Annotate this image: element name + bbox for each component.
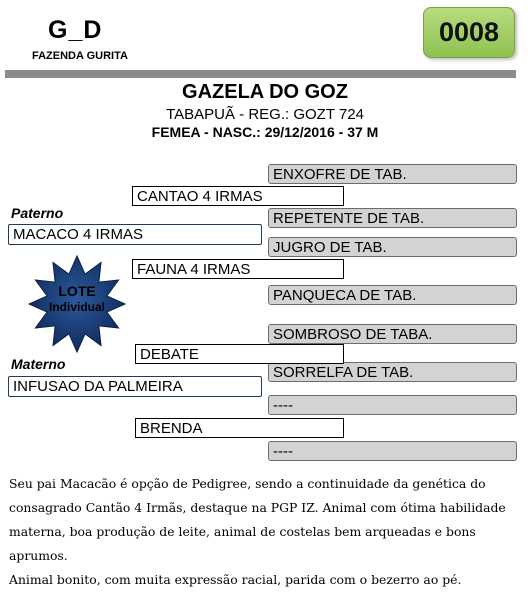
- paternal-label: Paterno: [11, 205, 64, 221]
- maternal-granddam: BRENDA: [135, 418, 344, 438]
- animal-sex-birth: FEMEA - NASC.: 29/12/2016 - 37 M: [151, 124, 379, 140]
- animal-description: [9, 472, 524, 592]
- great-grandparent-7: ----: [268, 395, 517, 415]
- great-grandparent-1: ENXOFRE DE TAB.: [268, 164, 517, 184]
- great-grandparent-5: SOMBROSO DE TABA.: [268, 324, 517, 344]
- great-grandparent-4: PANQUECA DE TAB.: [268, 285, 517, 305]
- lot-star-line1: LOTE: [58, 283, 96, 299]
- animal-name: GAZELA DO GOZ: [182, 81, 348, 103]
- header-divider: [5, 70, 516, 78]
- paternal-granddam: FAUNA 4 IRMAS: [132, 259, 344, 279]
- great-grandparent-6: SORRELFA DE TAB.: [268, 362, 517, 382]
- description-line: consagrado Cantão 4 Irmãs, destaque na PGP IZ. Animal com ótima habilidade: [9, 500, 506, 515]
- sire-name: MACACO 4 IRMAS: [8, 224, 262, 245]
- brand-code: G_D: [48, 16, 103, 44]
- great-grandparent-3: JUGRO DE TAB.: [268, 237, 517, 257]
- dam-name: INFUSAO DA PALMEIRA: [8, 376, 262, 397]
- description-line: materna, boa produção de leite, animal de costelas bem arqueadas e bons aprumos.: [9, 524, 476, 563]
- lot-number-badge: 0008: [423, 7, 515, 58]
- description-line: Seu pai Macacão é opção de Pedigree, sendo a continuidade da genética do: [9, 476, 486, 491]
- great-grandparent-2: REPETENTE DE TAB.: [268, 208, 517, 228]
- great-grandparent-8: ----: [268, 441, 517, 461]
- paternal-grandsire: CANTAO 4 IRMAS: [132, 186, 344, 206]
- farm-name: FAZENDA GURITA: [32, 50, 128, 62]
- maternal-label: Materno: [11, 356, 66, 372]
- maternal-grandsire: DEBATE: [135, 344, 344, 364]
- description-line: Animal bonito, com muita expressão racial, parida com o bezerro ao pé.: [9, 572, 462, 587]
- lot-star-line2: Individual: [48, 300, 105, 314]
- lot-individual-badge: [27, 255, 127, 353]
- animal-breed-registration: TABAPUÃ - REG.: GOZT 724: [166, 106, 364, 123]
